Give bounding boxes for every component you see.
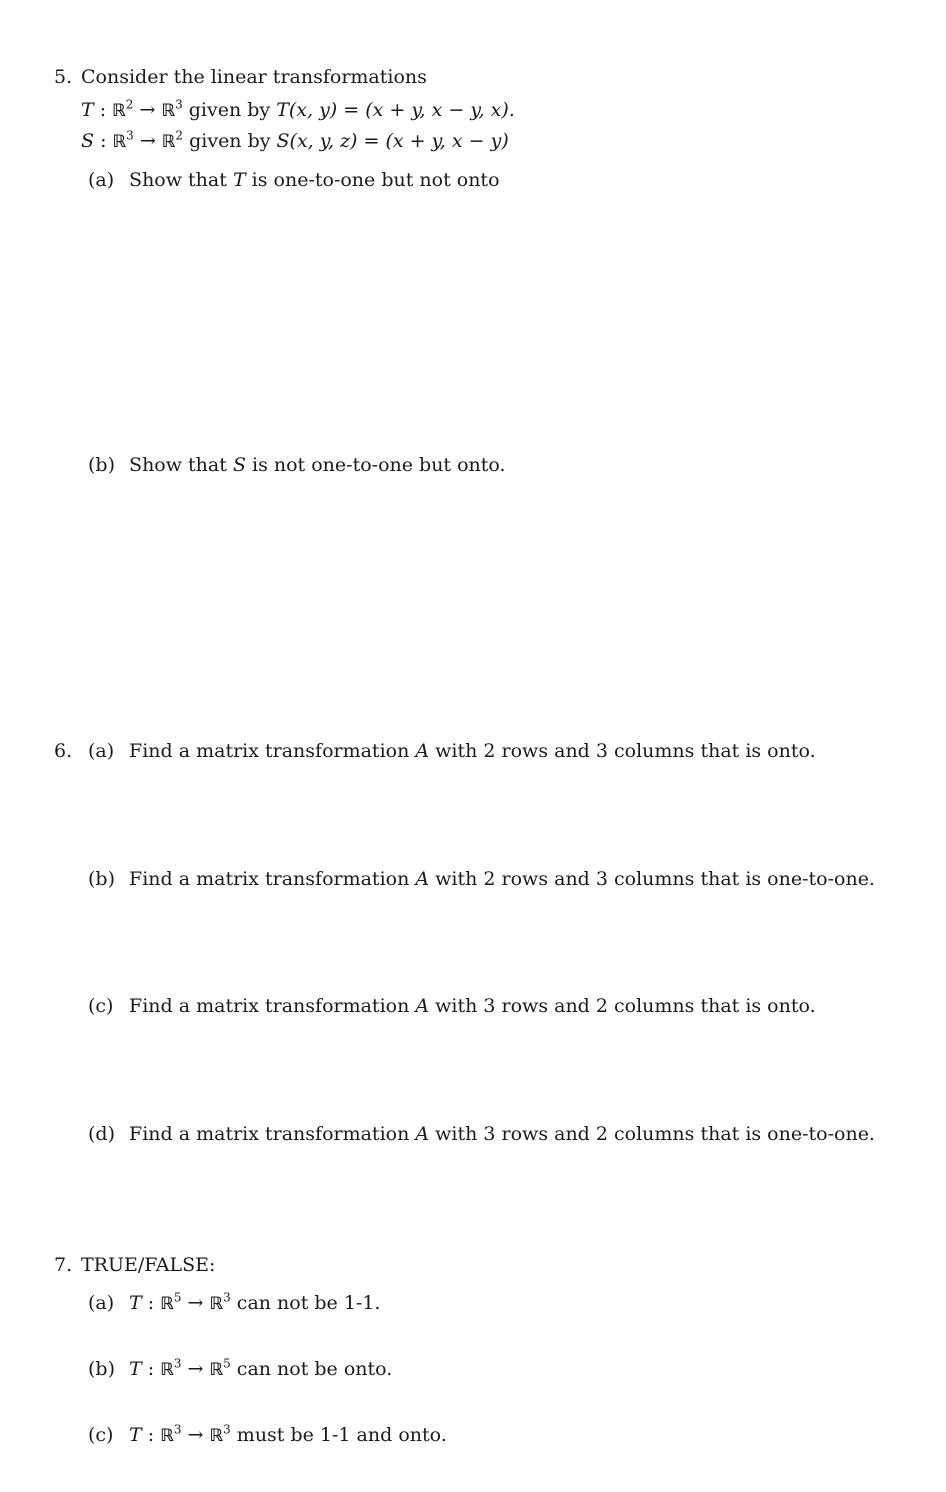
- problem-5-intro: Consider the linear transformations: [81, 66, 427, 88]
- s-formula: S(x, y, z) = (x + y, x − y): [276, 130, 509, 152]
- part-label: (c): [88, 1424, 114, 1446]
- part-label: (a): [88, 169, 115, 191]
- problem-7c: (c) T : ℝ$^3$ → ℝ$^3$ must be 1-1 and onto.: [88, 1422, 447, 1446]
- problem-6a: 6. (a) Find a matrix transformation A with 2 rows and 3 columns that is onto.: [54, 740, 816, 762]
- problem-number: 6.: [54, 740, 73, 762]
- problem-7-title: TRUE/FALSE:: [81, 1254, 216, 1276]
- part-label: (b): [88, 868, 115, 890]
- part-label: (b): [88, 454, 115, 476]
- problem-6b: (b) Find a matrix transformation A with 2 rows and 3 columns that is one-to-one.: [88, 868, 875, 890]
- problem-7b: (b) T : ℝ$^3$ → ℝ$^5$ can not be onto.: [88, 1356, 393, 1380]
- t-formula: T(x, y) = (x + y, x − y, x).: [276, 99, 515, 121]
- problem-number: 5.: [54, 66, 73, 88]
- problem-6d: (d) Find a matrix transformation A with 3 rows and 2 columns that is one-to-one.: [88, 1123, 875, 1145]
- problem-5a: (a) Show that T is one-to-one but not onto: [88, 169, 500, 191]
- problem-6c: (c) Find a matrix transformation A with 3 rows and 2 columns that is onto.: [88, 995, 816, 1017]
- part-label: (b): [88, 1358, 115, 1380]
- part-label: (a): [88, 1292, 115, 1314]
- problem-5-s-definition: S : ℝ$^3$ → ℝ$^2$ given by S(x, y, z) = (x + y, x − y): [81, 128, 509, 152]
- problem-number: 7.: [54, 1254, 73, 1276]
- part-label: (d): [88, 1123, 115, 1145]
- problem-5-heading: [54, 65, 427, 89]
- problem-5-t-definition: T : ℝ$^2$ → ℝ$^3$ given by T(x, y) = (x + y, x − y, x).: [81, 97, 515, 121]
- problem-7a: (a) T : ℝ$^5$ → ℝ$^3$ can not be 1-1.: [88, 1290, 381, 1314]
- part-label: (c): [88, 995, 114, 1017]
- problem-5b: (b) Show that S is not one-to-one but onto.: [88, 454, 506, 476]
- problem-7-heading: [54, 1253, 215, 1277]
- part-label: (a): [88, 740, 115, 762]
